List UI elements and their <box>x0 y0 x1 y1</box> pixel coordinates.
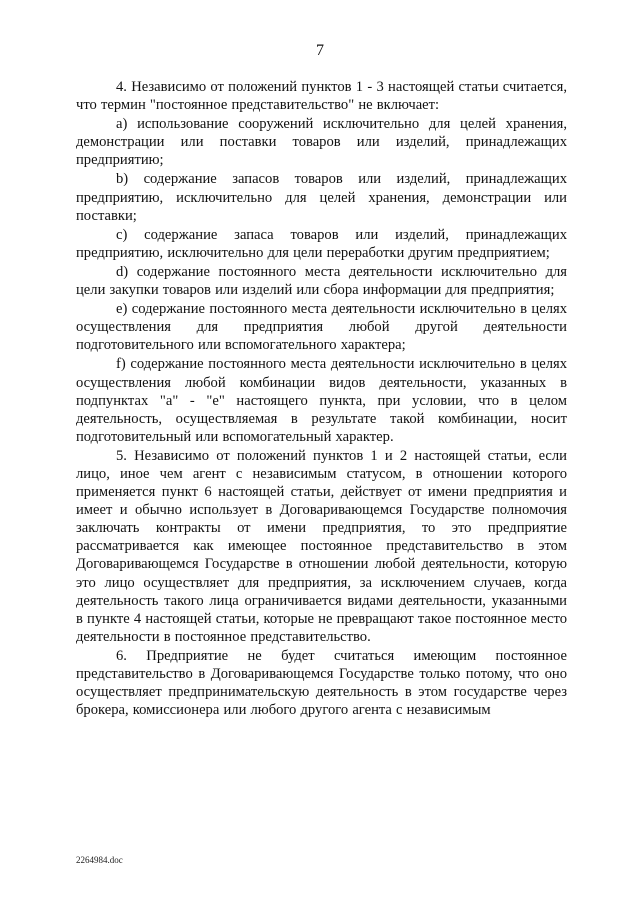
subparagraph-c: с) содержание запаса товаров или изделий, принадлежащих предприятию, исключительно для цели переработки другим предприятием; <box>76 226 567 261</box>
paragraph-4-intro: 4. Независимо от положений пунктов 1 - 3 настоящей статьи считается, что термин "постоянное представительство" не включает: <box>76 79 567 114</box>
document-body <box>76 78 567 720</box>
subparagraph-a: а) использование сооружений исключительно для целей хранения, демонстрации или поставки товаров или изделий, принадлежащих предприятию; <box>76 116 567 169</box>
subparagraph-e: е) содержание постоянного места деятельности исключительно в целях осуществления для предприятия любой другой деятельности подготовительного или вспомогательного характера; <box>76 301 567 354</box>
document-file-code: 2264984.doc <box>76 855 123 865</box>
page-number: 7 <box>316 42 324 59</box>
subparagraph-b: b) содержание запасов товаров или изделий, принадлежащих предприятию, исключительно для целей хранения, демонстрации или поставки; <box>76 171 567 224</box>
subparagraph-d: d) содержание постоянного места деятельности исключительно для цели закупки товаров или изделий или сбора информации для предприятия; <box>76 263 567 299</box>
paragraph-6: 6. Предприятие не будет считаться имеющим постоянное представительство в Договаривающемся Государстве только потому, что оно осуществляет предпринимательскую деятельность в этом государстве через брокера, комиссионера или любого другого агента с независимым <box>76 647 567 719</box>
paragraph-5: 5. Независимо от положений пунктов 1 и 2 настоящей статьи, если лицо, иное чем агент с независимым статусом, в отношении которого применяется пункт 6 настоящей статьи, действует от имени предприятия и имеет и обычно использует в Договаривающемся Государстве полномочия заключать контракты от имени предприятия, то это предприятие рассматривается как имеющее постоянное представительство в этом Договаривающемся Государстве в отношении любой деятельности, которую это лицо осуществляет для предприятия, за исключением случаев, когда деятельность такого лица ограничивается видами деятельности, указанными в пункте 4 настоящей статьи, которые не превращают такое постоянное место деятельности в постоянное представительство. <box>76 447 567 645</box>
subparagraph-f: f) содержание постоянного места деятельности исключительно в целях осуществления любой комбинации видов деятельности, указанных в подпунктах "а" - "е" настоящего пункта, при условии, что в целом деятельность, осуществляемая в результате такой комбинации, носит подготовительный или вспомогательный характер. <box>76 356 567 445</box>
